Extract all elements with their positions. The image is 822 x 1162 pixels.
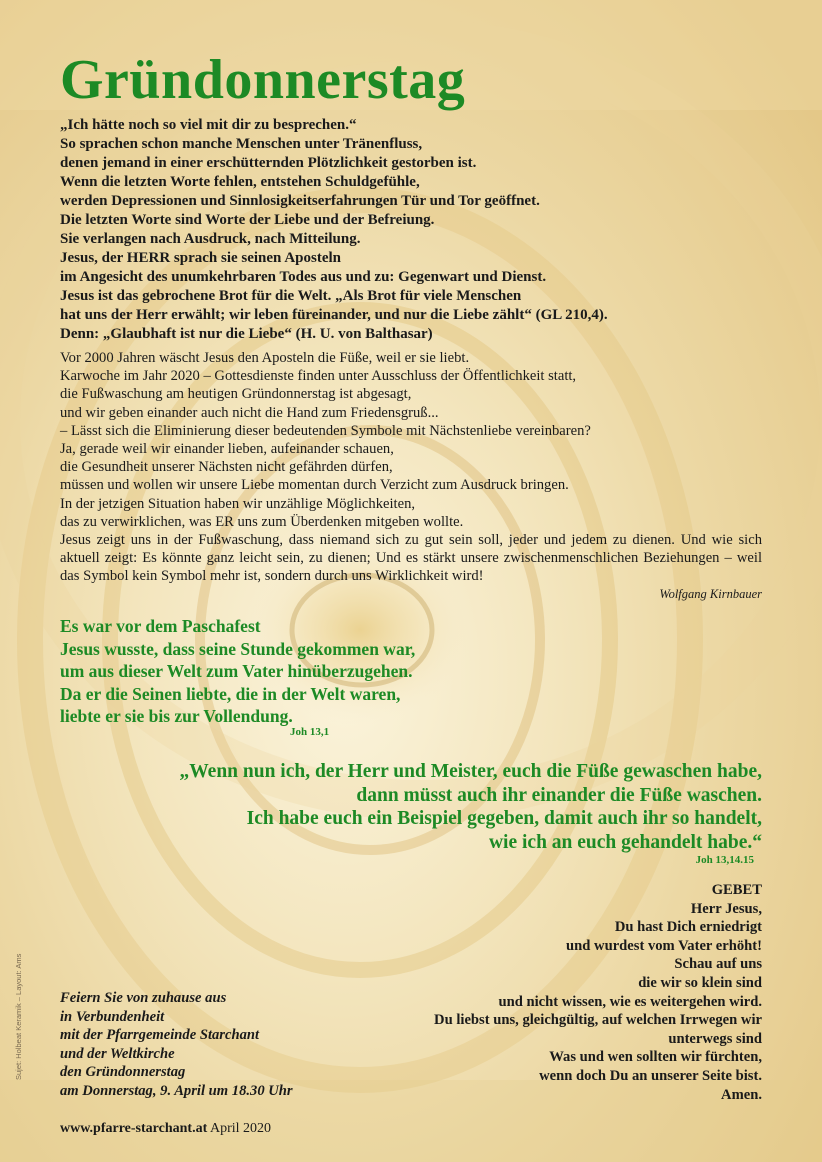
intro-line: Sie verlangen nach Ausdruck, nach Mitteilung. bbox=[60, 231, 361, 247]
gospel-passage bbox=[60, 615, 520, 738]
prayer-line: und wurdest vom Vater erhöht! bbox=[566, 937, 762, 954]
intro-line: denen jemand in einer erschütternden Plötzlichkeit gestorben ist. bbox=[60, 155, 477, 171]
invitation-line: am Donnerstag, 9. April um 18.30 Uhr bbox=[60, 1082, 293, 1099]
quote-reference: Joh 13,14.15 bbox=[695, 854, 754, 866]
prayer-line: Amen. bbox=[721, 1086, 762, 1103]
gospel-line: liebte er sie bis zur Vollendung. bbox=[60, 706, 293, 726]
body-line: das zu verwirklichen, was ER uns zum Überdenken mitgeben wollte. bbox=[60, 513, 464, 530]
reflection-text bbox=[60, 349, 762, 602]
quote-line: „Wenn nun ich, der Herr und Meister, euch die Füße gewaschen habe, bbox=[179, 761, 762, 782]
prayer-line: und nicht wissen, wie es weitergehen wird. bbox=[498, 993, 762, 1010]
body-line: Vor 2000 Jahren wäscht Jesus den Aposteln die Füße, weil er sie liebt. bbox=[60, 350, 470, 366]
body-line: – Lässt sich die Eliminierung dieser bedeutenden Symbole mit Nächstenliebe vereinbaren? bbox=[60, 422, 591, 439]
gospel-line: Da er die Seinen liebte, die in der Welt waren, bbox=[60, 683, 401, 704]
invitation-line: den Gründonnerstag bbox=[60, 1064, 186, 1081]
quote-line: dann müsst auch ihr einander die Füße waschen. bbox=[356, 784, 762, 806]
invitation-block bbox=[60, 989, 360, 1101]
intro-line: hat uns der Herr erwählt; wir leben füreinander, und nur die Liebe zählt“ (GL 210,4). bbox=[60, 307, 608, 323]
body-paragraph: Jesus zeigt uns in der Fußwaschung, dass niemand sich zu gut sein soll, jeder und jedem zu dienen. Und wie sich aktuell zeigt: Es könnte ganz leicht sein, zu dienen; Und es stärkt unsere zwischenmenschlichen Beziehungen – weil das Symbol kein Symbol mehr ist, sondern durch uns Wirklichkeit wird! bbox=[60, 532, 762, 585]
body-line: In der jetzigen Situation haben wir unzählige Möglichkeiten, bbox=[60, 495, 416, 512]
intro-line: So sprachen schon manche Menschen unter Tränenfluss, bbox=[60, 136, 423, 152]
prayer-heading: GEBET bbox=[711, 882, 762, 898]
prayer-line: Herr Jesus, bbox=[690, 900, 762, 917]
prayer-line: unterwegs sind bbox=[668, 1030, 762, 1047]
prayer-line: Du liebst uns, gleichgültig, auf welchen Irrwegen wir bbox=[434, 1012, 762, 1029]
prayer-block bbox=[340, 881, 762, 1104]
author-signature: Wolfgang Kirnbauer bbox=[659, 586, 762, 601]
intro-line: Wenn die letzten Worte fehlen, entstehen Schuldgefühle, bbox=[60, 174, 420, 190]
image-credit: Sujet: Holbeat Keramik – Layout: Ams bbox=[14, 953, 23, 1080]
invitation-line: und der Weltkirche bbox=[60, 1045, 175, 1062]
intro-line: Jesus, der HERR sprach sie seinen Aposteln bbox=[60, 250, 342, 266]
body-line: die Gesundheit unserer Nächsten nicht gefährden dürfen, bbox=[60, 459, 393, 476]
footer bbox=[60, 1120, 271, 1138]
intro-line: Die letzten Worte sind Worte der Liebe und der Befreiung. bbox=[60, 212, 435, 228]
body-line: Karwoche im Jahr 2020 – Gottesdienste finden unter Ausschluss der Öffentlichkeit statt, bbox=[60, 368, 577, 385]
gospel-line: Es war vor dem Paschafest bbox=[60, 616, 261, 636]
invitation-line: mit der Pfarrgemeinde Starchant bbox=[60, 1027, 260, 1044]
intro-line: werden Depressionen und Sinnlosigkeitserfahrungen Tür und Tor geöffnet. bbox=[60, 193, 540, 209]
body-line: müssen und wollen wir unsere Liebe momentan durch Verzicht zum Ausdruck bringen. bbox=[60, 477, 569, 494]
prayer-line: Schau auf uns bbox=[674, 956, 762, 973]
quote-line: wie ich an euch gehandelt habe.“ bbox=[488, 831, 762, 853]
body-line: Ja, gerade weil wir einander lieben, aufeinander schauen, bbox=[60, 441, 394, 458]
gospel-reference: Joh 13,1 bbox=[290, 725, 330, 738]
prayer-line: wenn doch Du an unserer Seite bist. bbox=[539, 1067, 762, 1084]
prayer-line: Was und wen sollten wir fürchten, bbox=[549, 1049, 762, 1066]
invitation-line: Feiern Sie von zuhause aus bbox=[60, 990, 227, 1006]
body-line: die Fußwaschung am heutigen Gründonnerstag ist abgesagt, bbox=[60, 386, 412, 403]
intro-line: Jesus ist das gebrochene Brot für die Welt. „Als Brot für viele Menschen bbox=[60, 288, 522, 304]
intro-line: Denn: „Glaubhaft ist nur die Liebe“ (H. U. von Balthasar) bbox=[60, 326, 433, 342]
gospel-line: Jesus wusste, dass seine Stunde gekommen war, bbox=[60, 638, 416, 659]
footer-date: April 2020 bbox=[209, 1121, 272, 1136]
intro-text bbox=[60, 116, 780, 344]
prayer-line: die wir so klein sind bbox=[638, 974, 762, 991]
quote-line: Ich habe euch ein Beispiel gegeben, damit auch ihr so handelt, bbox=[246, 808, 762, 829]
intro-line: „Ich hätte noch so viel mit dir zu besprechen.“ bbox=[60, 117, 357, 133]
invitation-line: in Verbundenheit bbox=[60, 1008, 165, 1025]
body-line: und wir geben einander auch nicht die Hand zum Friedensgruß... bbox=[60, 404, 439, 421]
gospel-line: um aus dieser Welt zum Vater hinüberzugehen. bbox=[60, 661, 413, 681]
page-title: Gründonnerstag bbox=[60, 49, 466, 111]
intro-line: im Angesicht des unumkehrbaren Todes aus und zu: Gegenwart und Dienst. bbox=[60, 269, 547, 285]
prayer-line: Du hast Dich erniedrigt bbox=[614, 919, 762, 936]
website-link[interactable]: www.pfarre-starchant.at bbox=[60, 1121, 208, 1136]
scripture-quote bbox=[140, 760, 762, 866]
